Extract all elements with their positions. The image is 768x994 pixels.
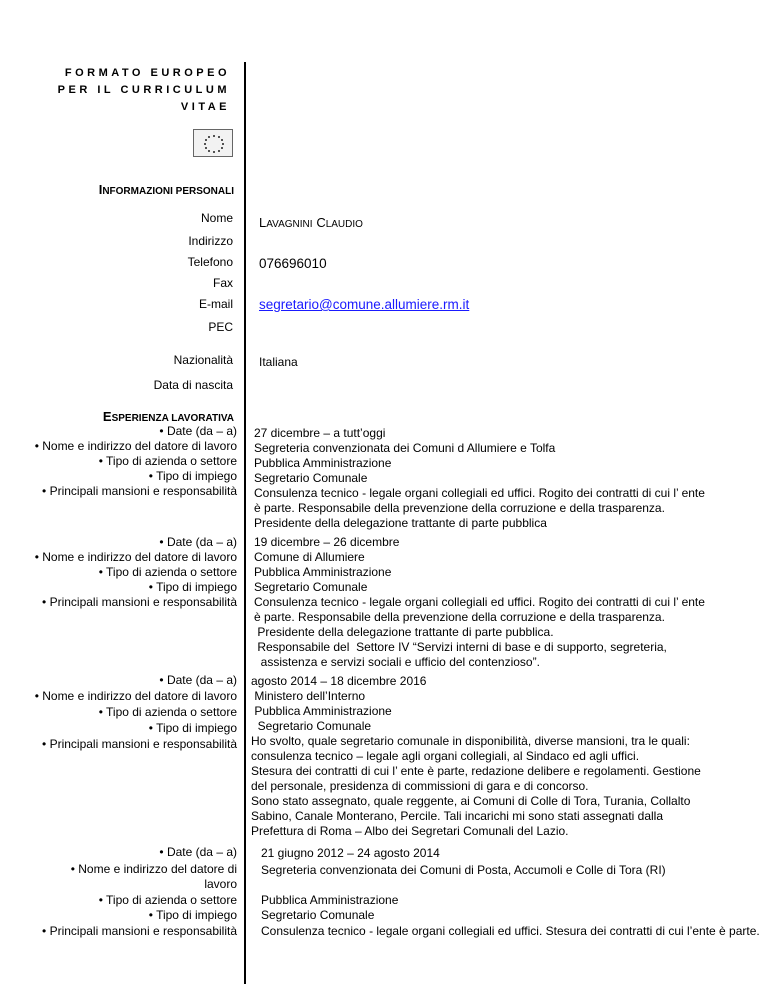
label-duties: • Principali mansioni e responsabilità	[42, 595, 237, 609]
name-initial: C	[316, 215, 326, 230]
name-rest: LAUDIO	[325, 219, 363, 230]
label-duties: • Principali mansioni e responsabilità	[42, 924, 237, 938]
entry-line: agosto 2014 – 18 dicembre 2016	[251, 674, 427, 688]
label-type: • Tipo di impiego	[148, 469, 237, 483]
label-data-nascita: Data di nascita	[153, 378, 233, 392]
entry-line: Stesura dei contratti di cui l’ ente è parte, redazione delibere e regolamenti. Gestione	[251, 764, 701, 778]
entry-line: Ministero dell’Interno	[251, 689, 366, 703]
entry-line: Pubblica Amministrazione	[254, 456, 392, 470]
entry-3	[251, 674, 701, 839]
label-sector: • Tipo di azienda o settore	[98, 454, 237, 468]
label-date: • Date (da – a)	[159, 424, 237, 438]
entry-4-date: 21 giugno 2012 – 24 agosto 2014	[261, 846, 440, 860]
label-employer: • Nome e indirizzo del datore di lavoro	[34, 439, 237, 453]
label-fax: Fax	[212, 276, 233, 290]
entry-line: è parte. Responsabile della prevenzione della corruzione e della trasparenza.	[254, 610, 665, 624]
entry-4-type: Segretario Comunale	[261, 908, 375, 922]
entry-line: Pubblica Amministrazione	[254, 565, 392, 579]
entry-4-duties: Consulenza tecnico - legale organi collegiali ed uffici. Stesura dei contratti di cui l’ente è parte.	[261, 924, 760, 938]
entry-4-employer: Segreteria convenzionata dei Comuni di Posta, Accumoli e Colle di Tora (RI)	[261, 863, 666, 877]
title-part: VITAE	[180, 101, 230, 113]
entry-line: Sono stato assegnato, quale reggente, ai Comuni di Colle di Tora, Turania, Collalto	[251, 794, 691, 808]
name-rest: AVAGNINI	[266, 219, 313, 230]
entry-line: 19 dicembre – 26 dicembre	[254, 535, 400, 549]
label-type: • Tipo di impiego	[148, 721, 237, 735]
entry-line: 27 dicembre – a tutt’oggi	[254, 426, 386, 440]
entry-line: Segretario Comunale	[251, 719, 372, 733]
entry-line: Responsabile del Settore IV “Servizi interni di base e di supporto, segreteria,	[254, 640, 667, 654]
label-date: • Date (da – a)	[159, 845, 237, 859]
entry-line: consulenza tecnico – legale agli organi collegiali, al Sindaco ed agli uffici.	[251, 749, 640, 763]
entry-line: del personale, presidenza di commissioni di gara e di concorso.	[251, 779, 589, 793]
label-email: E-mail	[198, 297, 233, 311]
label-date: • Date (da – a)	[159, 673, 237, 687]
entry-3-labels	[35, 672, 237, 752]
label-nazionalita: Nazionalità	[173, 353, 233, 367]
value-telefono: 076696010	[259, 256, 327, 271]
name-initial: L	[259, 215, 267, 230]
eu-flag-icon	[193, 129, 233, 157]
email-link[interactable]: segretario@comune.allumiere.rm.it	[259, 297, 470, 312]
entry-1	[254, 426, 705, 531]
entry-line: assistenza e servizi sociali e ufficio del contenzioso”.	[254, 655, 540, 669]
entry-line: Presidente della delegazione trattante di parte pubblica.	[254, 625, 554, 639]
cv-title-line-1	[65, 67, 230, 79]
entry-2	[254, 535, 705, 670]
label-indirizzo: Indirizzo	[188, 234, 233, 248]
label-duties: • Principali mansioni e responsabilità	[42, 737, 237, 751]
entry-line: Prefettura di Roma – Albo dei Segretari Comunali del Lazio.	[251, 824, 569, 838]
label-type: • Tipo di impiego	[148, 580, 237, 594]
value-nazionalita: Italiana	[259, 355, 298, 369]
entry-line: Consulenza tecnico - legale organi collegiali ed uffici. Rogito dei contratti di cui l’ ente	[254, 486, 705, 500]
label-employer: • Nome e indirizzo del datore di lavoro	[34, 689, 237, 703]
section-rest: SPERIENZA LAVORATIVA	[111, 413, 234, 424]
title-part: PER IL CURRICULUM	[57, 84, 230, 96]
label-employer: • Nome e indirizzo del datore di lavoro	[34, 550, 237, 564]
label-sector: • Tipo di azienda o settore	[98, 705, 237, 719]
entry-line: Comune di Allumiere	[254, 550, 365, 564]
cv-title-line-3	[181, 101, 230, 113]
label-duties: • Principali mansioni e responsabilità	[42, 484, 237, 498]
section-personal-info	[99, 181, 234, 199]
label-pec: PEC	[208, 320, 233, 334]
label-date: • Date (da – a)	[159, 535, 237, 549]
entry-line: Presidente della delegazione trattante di parte pubblica	[254, 516, 547, 530]
entry-2-labels	[35, 535, 237, 610]
label-type: • Tipo di impiego	[148, 908, 237, 922]
entry-line: Segretario Comunale	[254, 471, 368, 485]
label-sector: • Tipo di azienda o settore	[98, 565, 237, 579]
label-nome: Nome	[200, 211, 233, 225]
label-employer-part1: • Nome e indirizzo del datore di	[70, 862, 237, 876]
entry-line: Sabino, Canale Monterano, Percile. Tali incarichi mi sono stati assegnati dalla	[251, 809, 664, 823]
label-employer-part2: lavoro	[204, 877, 237, 891]
entry-line: Segreteria convenzionata dei Comuni d Allumiere e Tolfa	[254, 441, 556, 455]
entry-line: Segretario Comunale	[254, 580, 368, 594]
value-nome	[259, 215, 363, 230]
entry-line: Ho svolto, quale segretario comunale in disponibilità, diverse mansioni, tra le quali:	[251, 734, 690, 748]
label-sector: • Tipo di azienda o settore	[98, 893, 237, 907]
label-telefono: Telefono	[187, 255, 233, 269]
title-part: FORMATO EUROPEO	[64, 67, 230, 79]
entry-1-labels	[35, 424, 237, 499]
cv-title-line-2	[58, 84, 230, 96]
vertical-divider	[244, 62, 246, 984]
entry-line: è parte. Responsabile della prevenzione della corruzione e della trasparenza.	[254, 501, 665, 515]
section-rest: NFORMAZIONI PERSONALI	[102, 186, 234, 197]
entry-4-sector: Pubblica Amministrazione	[261, 893, 399, 907]
entry-line: Consulenza tecnico - legale organi collegiali ed uffici. Rogito dei contratti di cui l’ ente	[254, 595, 705, 609]
section-first-letter: E	[102, 409, 112, 424]
section-first-letter: I	[98, 182, 103, 197]
entry-line: Pubblica Amministrazione	[251, 704, 392, 718]
